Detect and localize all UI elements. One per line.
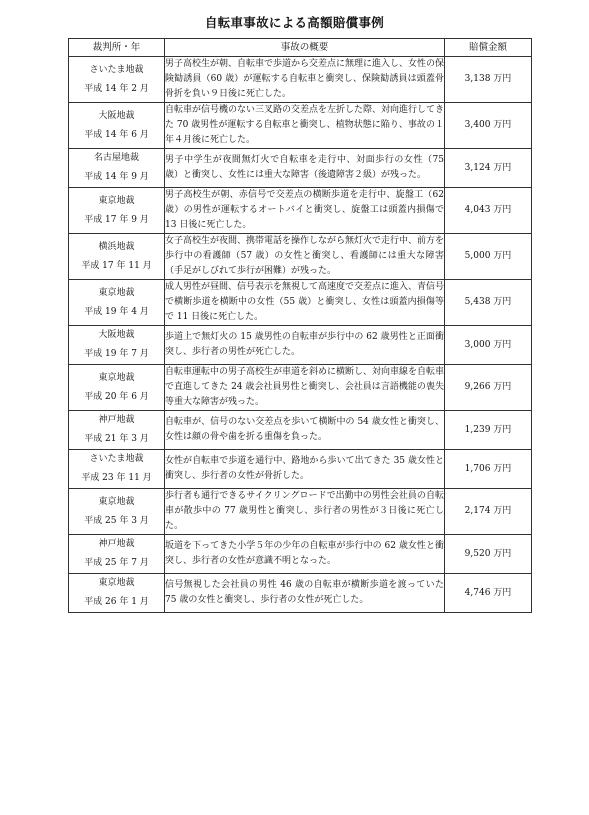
page-title: 自転車事故による高額賠償事例 [204,15,385,30]
court-cell [69,450,165,489]
court-name: さいたま地裁 [89,64,144,75]
table-row [69,411,532,450]
court-date: 平成 19 年 7 月 [84,349,149,359]
table-header-row [69,39,532,57]
court-name: 東京地裁 [98,372,135,383]
amount-cell: 2,174 万円 [445,489,532,535]
court-name: 名古屋地裁 [93,153,139,163]
table-row [69,489,532,535]
court-name: さいたま地裁 [89,454,144,464]
court-name: 神戸地裁 [98,539,135,549]
court-name: 横浜地裁 [98,241,135,252]
court-date: 平成 17 年 9 月 [84,214,149,225]
header-summary: 事故の概要 [165,39,445,57]
court-cell [69,535,165,574]
court-cell [69,365,165,411]
summary-cell: 自転車が、信号のない交差点を歩いて横断中の 54 歳女性と衝突し、女性は顔の骨や歯を折る重傷を負った。 [165,411,445,450]
summary-cell: 坂道を下ってきた小学５年の少年の自転車が歩行中の 62 歳女性と衝突し、歩行者の女性が意識不明となった。 [165,535,445,574]
table-row [69,149,532,188]
amount-cell: 3,124 万円 [445,149,532,188]
court-date: 平成 23 年 11 月 [81,473,152,483]
court-date: 平成 19 年 4 月 [84,306,149,317]
court-cell [69,149,165,188]
amount-cell: 3,400 万円 [445,103,532,149]
amount-cell: 4,746 万円 [445,574,532,613]
table-row [69,450,532,489]
court-cell [69,234,165,280]
summary-cell: 信号無視した会社員の男性 46 歳の自転車が横断歩道を渡っていた 75 歳の女性と衝突し、歩行者の女性が死亡した。 [165,574,445,613]
court-cell [69,489,165,535]
summary-cell: 男子高校生が朝、赤信号で交差点の横断歩道を走行中、旋盤工（62 歳）の男性が運転するオートバイと衝突し、旋盤工は頭蓋内損傷で 13 日後に死亡した。 [165,188,445,234]
court-name: 東京地裁 [98,496,135,507]
table-row [69,188,532,234]
summary-cell: 歩道上で無灯火の 15 歳男性の自転車が歩行中の 62 歳男性と正面衝突し、歩行者の男性が死亡した。 [165,326,445,365]
court-name: 東京地裁 [98,578,135,588]
amount-cell: 3,000 万円 [445,326,532,365]
court-name: 大阪地裁 [98,330,135,340]
court-date: 平成 14 年 9 月 [84,172,149,182]
summary-cell: 自転車運転中の男子高校生が車道を斜めに横断し、対向車線を自転車で直進してきた 24 歳会社員男性と衝突し、会社員は言語機能の喪失等重大な障害が残った。 [165,365,445,411]
summary-cell: 男子高校生が朝、自転車で歩道から交差点に無理に進入し、女性の保険勧誘員（60 歳）が運転する自転車と衝突し、保険勧誘員は頭蓋骨骨折を負い９日後に死亡した。 [165,57,445,103]
court-cell [69,411,165,450]
court-cell [69,574,165,613]
court-cell [69,57,165,103]
court-cell [69,103,165,149]
amount-cell: 9,520 万円 [445,535,532,574]
court-name: 大阪地裁 [98,110,135,121]
header-court: 裁判所・年 [69,39,165,57]
court-date: 平成 25 年 3 月 [84,515,149,526]
amount-cell: 4,043 万円 [445,188,532,234]
table-row [69,574,532,613]
court-date: 平成 21 年 3 月 [84,434,149,444]
table-row [69,57,532,103]
court-date: 平成 14 年 2 月 [84,83,149,94]
amount-cell: 1,706 万円 [445,450,532,489]
amount-cell: 5,438 万円 [445,280,532,326]
court-date: 平成 17 年 11 月 [81,260,152,271]
court-date: 平成 26 年 1 月 [84,597,149,607]
summary-cell: 歩行者も通行できるサイクリングロードで出勤中の男性会社員の自転車が散歩中の 77 歳男性と衝突し、歩行者の男性が３日後に死亡した。 [165,489,445,535]
table-row [69,103,532,149]
amount-cell: 3,138 万円 [445,57,532,103]
court-name: 神戸地裁 [98,415,135,425]
summary-cell: 男子中学生が夜間無灯火で自転車を走行中、対面歩行の女性（75 歳）と衝突し、女性には重大な障害（後遺障害２級）が残った。 [165,149,445,188]
court-date: 平成 25 年 7 月 [84,558,149,568]
amount-cell: 5,000 万円 [445,234,532,280]
summary-cell: 自転車が信号機のない三叉路の交差点を左折した際、対向進行してきた 70 歳男性が運転する自転車と衝突し、植物状態に陥り、事故の１年４月後に死亡した。 [165,103,445,149]
table-row [69,535,532,574]
amount-cell: 9,266 万円 [445,365,532,411]
court-cell [69,326,165,365]
table-row [69,234,532,280]
table-row [69,280,532,326]
summary-cell: 成人男性が昼間、信号表示を無視して高速度で交差点に進入、青信号で横断歩道を横断中の女性（55 歳）と衝突し、女性は頭蓋内損傷等で 11 日後に死亡した。 [165,280,445,326]
compensation-cases-table [68,38,532,613]
table-row [69,326,532,365]
summary-cell: 女子高校生が夜間、携帯電話を操作しながら無灯火で走行中、前方を歩行中の看護師（57 歳）の女性と衝突し、看護師には重大な障害（手足がしびれて歩行が困難）が残った。 [165,234,445,280]
court-name: 東京地裁 [98,287,135,298]
header-amount: 賠償金額 [445,39,532,57]
court-date: 平成 14 年 6 月 [84,129,149,140]
court-name: 東京地裁 [98,195,135,206]
table-row [69,365,532,411]
court-cell [69,188,165,234]
amount-cell: 1,239 万円 [445,411,532,450]
summary-cell: 女性が自転車で歩道を通行中、路地から歩いて出てきた 35 歳女性と衝突し、歩行者の女性が骨折した。 [165,450,445,489]
court-date: 平成 20 年 6 月 [84,391,149,402]
court-cell [69,280,165,326]
